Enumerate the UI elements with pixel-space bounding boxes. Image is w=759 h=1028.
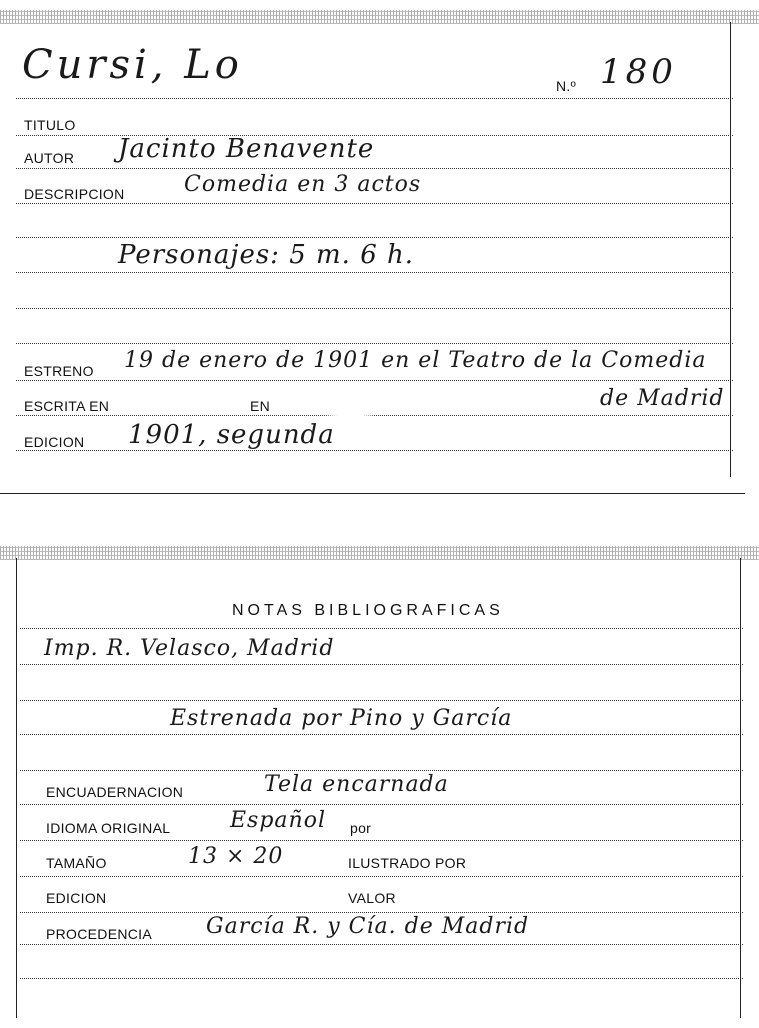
nota-imprenta-handwritten: Imp. R. Velasco, Madrid (44, 636, 335, 661)
tamano-handwritten: 13 × 20 (188, 844, 284, 869)
procedencia-label: PROCEDENCIA (46, 926, 152, 942)
estreno-handwritten-cont: de Madrid (600, 386, 725, 411)
escrita-en-label: ESCRITA EN (24, 398, 110, 414)
titulo-label: TITULO (24, 117, 76, 133)
smudge (330, 398, 370, 418)
encuadernacion-handwritten: Tela encarnada (264, 772, 449, 797)
card-right-border (740, 558, 741, 1018)
rule (20, 804, 743, 805)
rule (16, 450, 733, 451)
rule (20, 628, 743, 629)
nota-estreno-handwritten: Estrenada por Pino y García (170, 706, 513, 731)
ilustrado-label: ILUSTRADO POR (348, 855, 467, 871)
por-label: por (350, 820, 372, 836)
edicion-handwritten: 1901, segunda (128, 420, 335, 450)
descripcion-label: DESCRIPCION (24, 186, 125, 202)
rule (16, 308, 733, 309)
estreno-label: ESTRENO (24, 363, 94, 379)
rule (16, 168, 733, 169)
idioma-label: IDIOMA ORIGINAL (46, 820, 171, 836)
rule (20, 770, 743, 771)
catalog-card-notes (0, 540, 759, 1028)
autor-handwritten: Jacinto Benavente (118, 134, 375, 164)
card-right-border (730, 22, 731, 477)
card-bottom-edge (0, 493, 745, 494)
card-top-edge (0, 546, 759, 560)
rule (20, 840, 743, 841)
personajes-handwritten: Personajes: 5 m. 6 h. (118, 240, 415, 270)
encuadernacion-label: ENCUADERNACION (46, 784, 184, 800)
edicion-label-2: EDICION (46, 890, 107, 906)
rule (20, 734, 743, 735)
rule (20, 664, 743, 665)
rule (20, 876, 743, 877)
rule (16, 380, 733, 381)
rule (16, 415, 733, 416)
rule (20, 944, 743, 945)
title-handwritten: Cursi, Lo (22, 42, 243, 88)
autor-label: AUTOR (24, 150, 75, 166)
rule (16, 98, 733, 99)
rule (20, 912, 743, 913)
number-label: N.º (556, 78, 577, 94)
edicion-label: EDICION (24, 434, 85, 450)
notes-heading: NOTAS BIBLIOGRAFICAS (232, 602, 504, 619)
en-label: EN (250, 398, 271, 414)
catalog-card-main (0, 0, 759, 495)
rule (20, 978, 743, 979)
card-left-border (16, 558, 17, 1018)
rule (16, 237, 733, 238)
rule (16, 203, 733, 204)
descripcion-handwritten: Comedia en 3 actos (184, 172, 422, 197)
tamano-label: TAMAÑO (46, 855, 107, 871)
idioma-handwritten: Español (230, 808, 326, 833)
rule (20, 700, 743, 701)
card-top-edge (0, 10, 759, 24)
procedencia-handwritten: García R. y Cía. de Madrid (206, 914, 530, 939)
rule (16, 272, 733, 273)
number-handwritten: 180 (600, 52, 677, 92)
rule (16, 343, 733, 344)
valor-label: VALOR (348, 890, 396, 906)
estreno-handwritten: 19 de enero de 1901 en el Teatro de la Comedia (124, 348, 707, 373)
